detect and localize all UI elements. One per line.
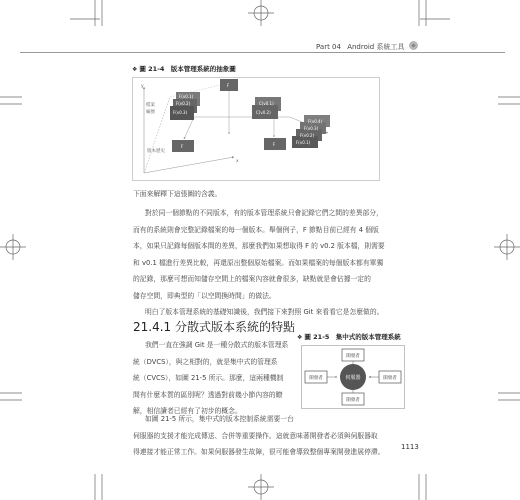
caption-text: 集中式的版本管理系統 [335, 333, 401, 341]
right-stack-v4: F(v0.4) [308, 119, 323, 124]
caption-text: 版本管理系統的抽象圖 [170, 65, 236, 73]
mid-stack-v1: C(v0.1) [259, 101, 274, 106]
header-part: Part 04 [316, 43, 341, 51]
label-history: 版本歷史 [147, 149, 165, 154]
p1-line: 而有的系統則會完整記錄檔案的每一個版本。舉個例子，F 節點目前已經有 4 個版 [133, 225, 379, 234]
caption-bullet-icon: ❖ [132, 66, 138, 73]
p3-line: 得連接才能正常工作。如果伺服器發生故障，很可能會導致整個專案開發進展停滯。 [133, 448, 385, 456]
left-col-line: 我們一直在強調 Git 是一種分散式的版本管理系 [145, 341, 289, 349]
left-col-line: 間有什麼本質的區別呢？透過對前幾小節內容的瞭 [133, 390, 283, 399]
p1-line: 的記錄，那麼可想而知儲存空間上的檔案內容就會很多，缺點就是會佔據一定的 [133, 275, 371, 283]
server-label: 伺服器 [345, 375, 361, 381]
client-left-label: 開發者 [309, 376, 323, 381]
left-col-line: 統（CVCS），如圖 21-5 所示。那麼，這兩種機制 [133, 374, 284, 382]
p1-line: 儲存空間，即典型的「以空間換時間」的做法。 [133, 291, 276, 300]
label-y-top: 檔案 [146, 103, 155, 108]
caption-bullet-icon: ❖ [297, 334, 303, 341]
right-stack-v3: F(v0.3) [304, 126, 319, 131]
paragraph-1 [133, 205, 405, 304]
bottom-left-node-label: F [181, 144, 184, 149]
header-rule [20, 52, 505, 53]
intro-paragraph [133, 186, 393, 203]
label-y: y [141, 84, 144, 89]
middle-version-stack [252, 97, 281, 119]
header-ornament-icon [409, 41, 418, 50]
right-stack-v1: F(v0.1) [296, 140, 311, 145]
label-y-bottom: 編號 [146, 110, 155, 115]
figure-21-5-caption [297, 332, 401, 341]
left-stack-v1: F(v0.1) [179, 94, 194, 99]
mid-stack-v2: C(v0.2) [256, 110, 271, 115]
p1-line: 對於同一個節點的不同版本，有的版本管理系統只會記錄它們之間的差異部分， [145, 209, 383, 217]
left-col-line: 統（DVCS），與之相對的，就是集中式的管理系 [133, 357, 278, 366]
page-number: 1113 [401, 443, 419, 451]
paragraph-3 [133, 411, 405, 461]
left-stack-v2: F(v0.2) [176, 101, 191, 106]
p1-line: 本，如果只記錄每個版本間的差異，那麼我們如果想取得 F 的 v0.2 版本檔，則需要 [133, 242, 385, 250]
p3-line: 伺服器的支援才能完成傳送、合併等重要操作。這就意味著開發者必須與伺服器取 [133, 431, 378, 440]
p1-line: 和 v0.1 檔進行差異比較，再還原出整個原始檔案。而如果檔案的每個版本都有單獨 [133, 258, 384, 267]
intro-line: 下面來解釋下這張圖的含義。 [133, 190, 222, 198]
bottom-right-node-label: F [273, 142, 276, 147]
running-header [316, 41, 418, 52]
left-stack-v3: F(v0.3) [173, 110, 188, 115]
client-top-label: 開發者 [346, 354, 360, 359]
top-node-label: F [227, 83, 230, 88]
left-column-text [133, 337, 293, 420]
p3-line: 如圖 21-5 所示，集中式的版本控制系統需要一台 [145, 415, 294, 423]
section-heading: 21.4.1 分散式版本系統的特點 [133, 320, 295, 334]
left-col-line: 解，相信讀者已經有了初步的概念。 [133, 407, 242, 415]
client-bottom-label: 開發者 [346, 398, 360, 403]
caption-number: 圖 21-5 [304, 333, 330, 341]
header-title: Android 系統工具 [347, 43, 405, 51]
client-right-label: 開發者 [383, 376, 397, 381]
figure-21-4-caption [132, 64, 236, 73]
label-x: x [236, 159, 239, 164]
right-stack-v2: F(v0.2) [300, 133, 315, 138]
p2-line: 明白了版本管理系統的基礎知識後，我們接下來對照 Git 來看看它是怎麼做的。 [145, 308, 384, 316]
figure-21-5-diagram [301, 345, 405, 409]
caption-number: 圖 21-4 [139, 65, 165, 73]
figure-21-4-diagram [132, 77, 380, 181]
